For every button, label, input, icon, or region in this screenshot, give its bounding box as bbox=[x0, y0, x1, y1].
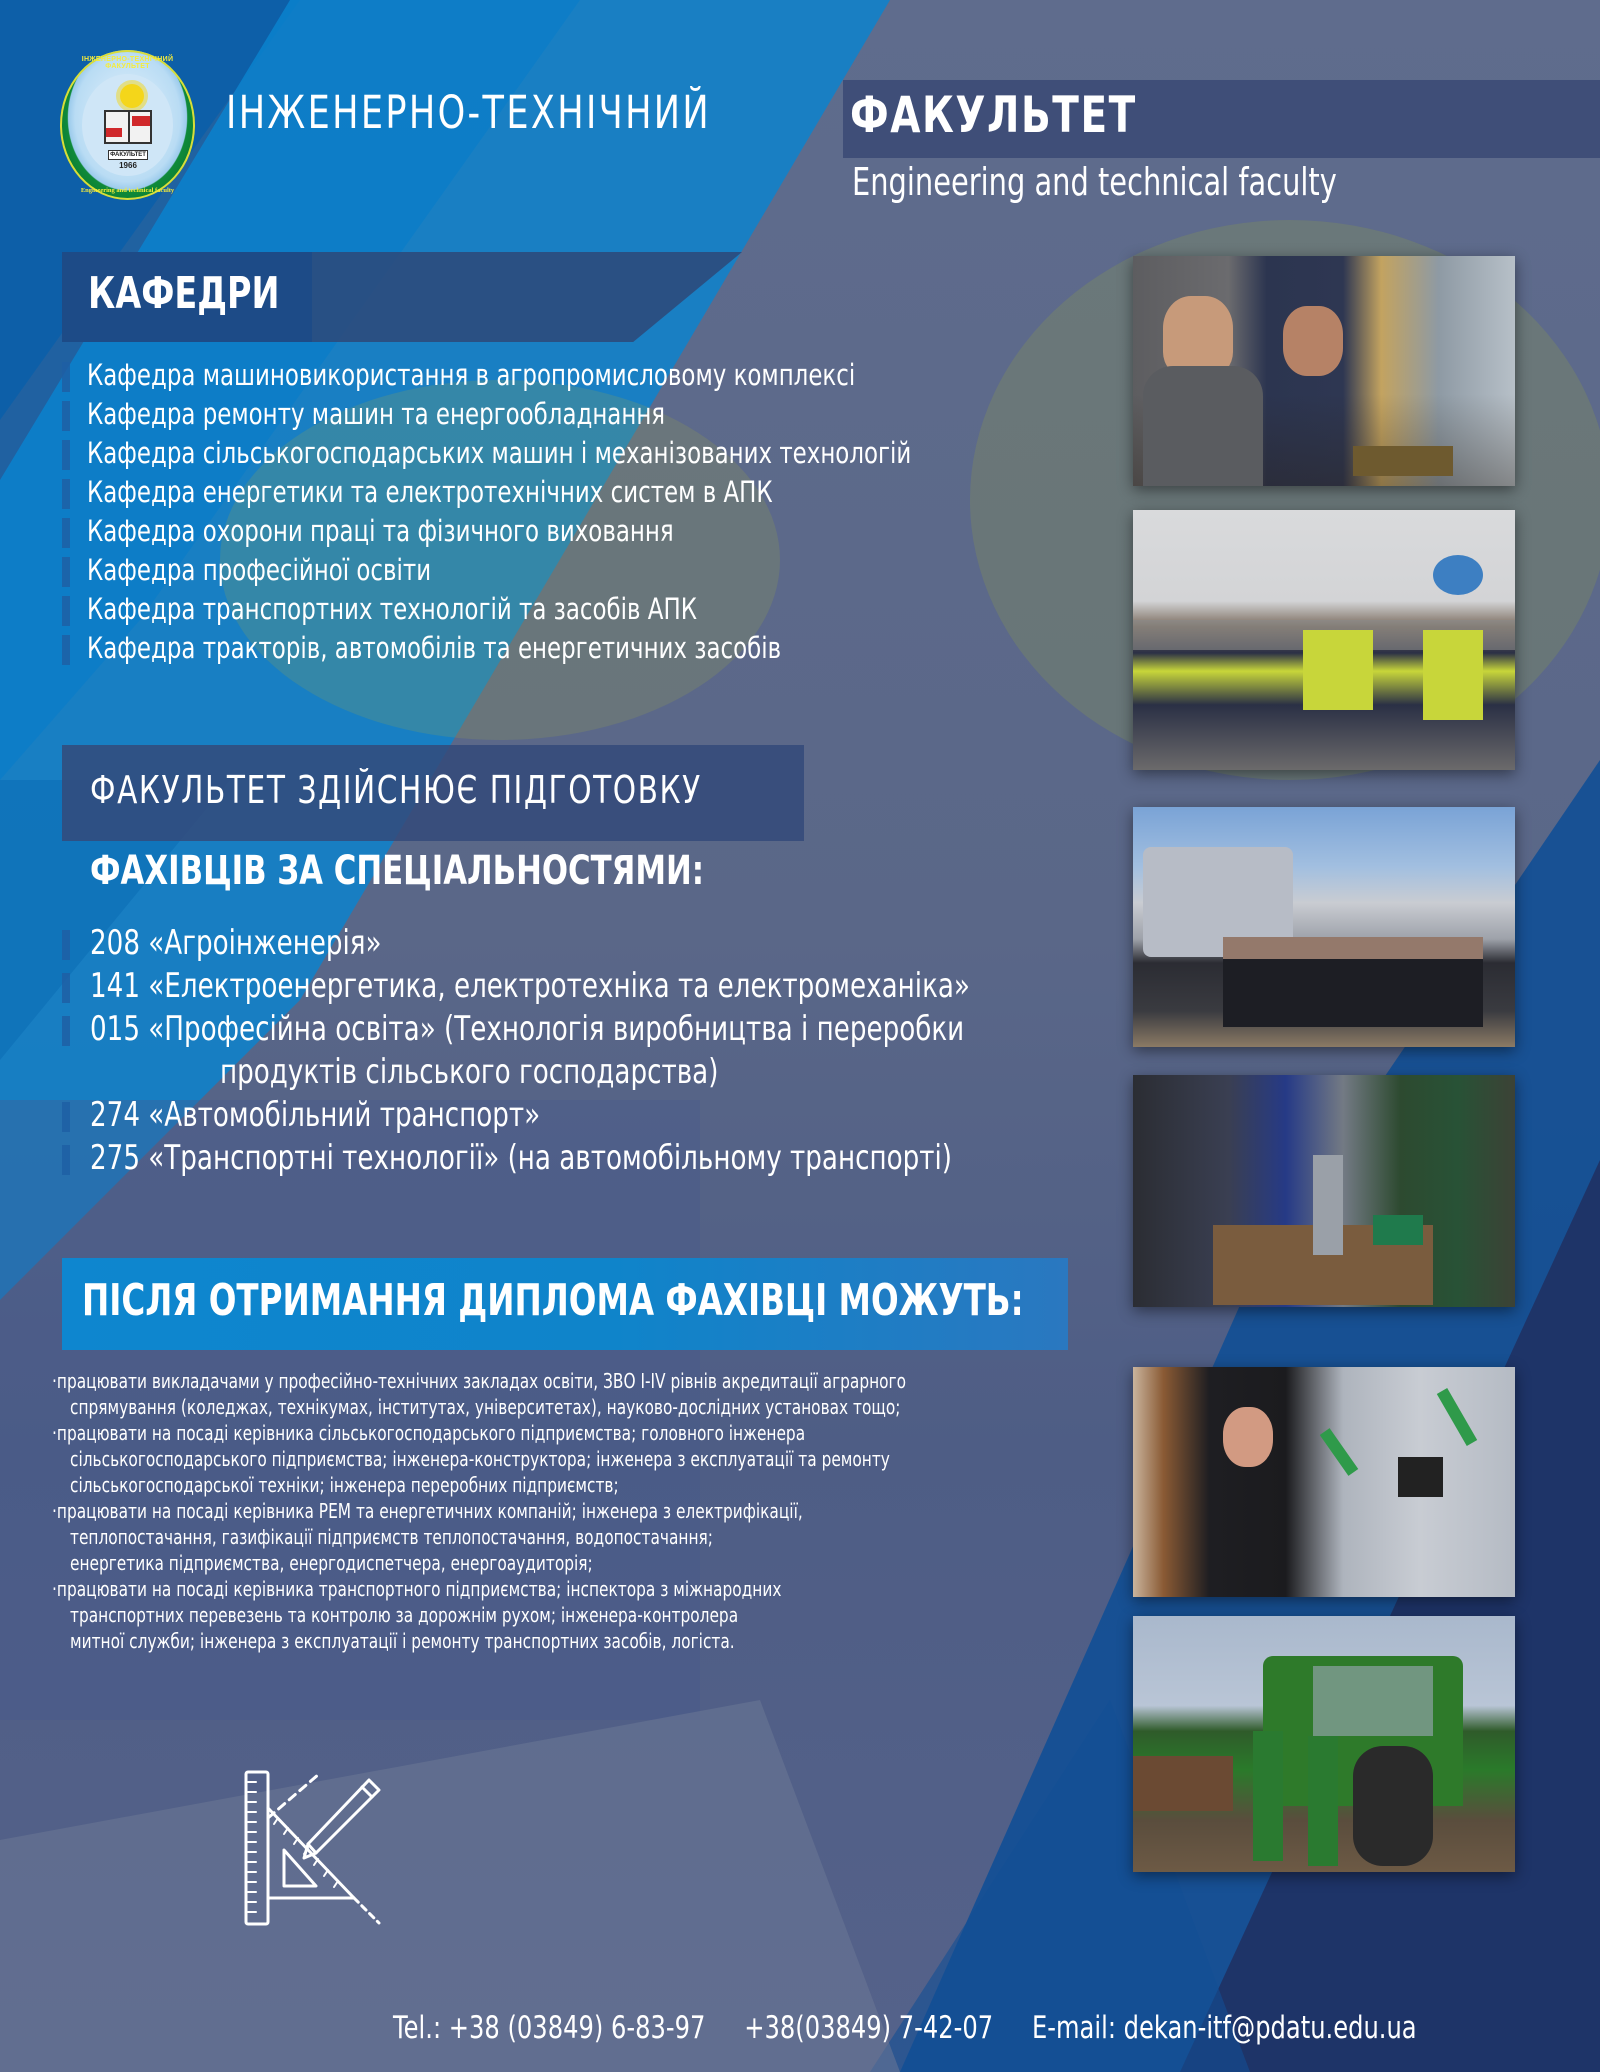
bullet-bar-icon bbox=[62, 635, 70, 665]
career-line: ·працювати викладачами у професійно-технічних закладах освіти, ЗВО І-ІV рівнів акредитації аграрного bbox=[52, 1369, 907, 1393]
bullet-bar-icon bbox=[62, 1145, 70, 1175]
bullet-bar-icon bbox=[62, 362, 70, 392]
department-item: Кафедра охорони праці та фізичного виховання bbox=[62, 512, 1130, 551]
specialty-item: 274 «Автомобільний транспорт» bbox=[62, 1094, 1233, 1137]
contact-footer bbox=[393, 2010, 1448, 2046]
bullet-bar-icon bbox=[62, 518, 70, 548]
title-ua: ІНЖЕНЕРНО-ТЕХНІЧНИЙ bbox=[226, 86, 712, 139]
photo-students-electronics-lab bbox=[1133, 256, 1515, 486]
photo-workshop-gearbox bbox=[1133, 1075, 1515, 1307]
department-item: Кафедра машиновикористання в агропромисловому комплексі bbox=[62, 356, 1130, 395]
department-item: Кафедра сільськогосподарських машин і механізованих технологій bbox=[62, 434, 1130, 473]
photo-tractor-field bbox=[1133, 1616, 1515, 1872]
bullet-bar-icon bbox=[62, 401, 70, 431]
title-faculty: ФАКУЛЬТЕТ bbox=[850, 86, 1137, 144]
specialties-heading-line2: ФАХІВЦІВ ЗА СПЕЦІАЛЬНОСТЯМИ: bbox=[90, 848, 705, 894]
specialty-item: 141 «Електроенергетика, електротехніка та електромеханіка» bbox=[62, 965, 1233, 1008]
career-line: сільськогосподарської техніки; інженера переробних підприємств; bbox=[70, 1473, 619, 1497]
logo-band-text: ФАКУЛЬТЕТ bbox=[108, 150, 148, 160]
drafting-tools-icon bbox=[244, 1768, 384, 1928]
logo-ring-bottom-text: Engineering and technical faculty bbox=[80, 187, 175, 194]
sun-icon bbox=[120, 84, 144, 108]
departments-heading: КАФЕДРИ bbox=[88, 268, 280, 319]
title-en: Engineering and technical faculty bbox=[852, 160, 1337, 204]
career-line: спрямування (коледжах, технікумах, інститутах, університетах), науково-дослідних установах тощо; bbox=[70, 1395, 901, 1419]
specialties-list bbox=[62, 922, 1233, 1180]
department-item: Кафедра ремонту машин та енергообладнання bbox=[62, 395, 1130, 434]
truck-icon bbox=[132, 116, 150, 126]
phone-2[interactable]: +38(03849) 7-42-07 bbox=[744, 2010, 994, 2046]
photo-group-at-substation bbox=[1133, 807, 1515, 1047]
career-line: енергетика підприємства, енергодиспетчера, енергоаудиторія; bbox=[70, 1551, 593, 1575]
career-line: ·працювати на посаді керівника РЕМ та енергетичних компаній; інженера з електрифікації, bbox=[52, 1499, 803, 1523]
career-line: теплопостачання, газифікації підприємств теплопостачання, водопостачання; bbox=[70, 1525, 713, 1549]
bullet-bar-icon bbox=[62, 1102, 70, 1132]
specialty-item-continuation: продуктів сільського господарства) bbox=[220, 1052, 719, 1092]
career-line: ·працювати на посаді керівника сільськогосподарського підприємства; головного інженера bbox=[52, 1421, 806, 1445]
specialties-heading-line1: ФАКУЛЬТЕТ ЗДІЙСНЮЄ ПІДГОТОВКУ bbox=[90, 768, 702, 812]
department-item: Кафедра енергетики та електротехнічних систем в АПК bbox=[62, 473, 1130, 512]
email-link[interactable]: E-mail: dekan-itf@pdatu.edu.ua bbox=[1032, 2010, 1417, 2046]
department-item: Кафедра транспортних технологій та засобів АПК bbox=[62, 590, 1130, 629]
department-item: Кафедра професійної освіти bbox=[62, 551, 1130, 590]
specialty-item: 275 «Транспортні технології» (на автомобільному транспорті) bbox=[62, 1137, 1233, 1180]
combine-icon bbox=[106, 128, 122, 137]
specialty-item: 208 «Агроінженерія» bbox=[62, 922, 1233, 965]
departments-list bbox=[62, 356, 1130, 668]
bullet-bar-icon bbox=[62, 440, 70, 470]
bullet-bar-icon bbox=[62, 1016, 70, 1046]
career-line: сільськогосподарського підприємства; інженера-конструктора; інженера з експлуатації та ремонту bbox=[70, 1447, 890, 1471]
specialty-item: 015 «Професійна освіта» (Технологія виробництва і переробки bbox=[62, 1008, 1233, 1051]
career-line: митної служби; інженера з експлуатації і ремонту транспортних засобів, логіста. bbox=[70, 1629, 735, 1653]
photo-students-traffic-police bbox=[1133, 510, 1515, 770]
bullet-bar-icon bbox=[62, 930, 70, 960]
bullet-bar-icon bbox=[62, 973, 70, 1003]
bullet-bar-icon bbox=[62, 596, 70, 626]
bullet-bar-icon bbox=[62, 557, 70, 587]
bullet-bar-icon bbox=[62, 479, 70, 509]
phone-1[interactable]: Tel.: +38 (03849) 6-83-97 bbox=[393, 2010, 706, 2046]
career-line: транспортних перевезень та контролю за дорожнім рухом; інженера-контролера bbox=[70, 1603, 739, 1627]
career-line: ·працювати на посаді керівника транспортного підприємства; інспектора з міжнародних bbox=[52, 1577, 782, 1601]
photo-switchgear-panel bbox=[1133, 1367, 1515, 1597]
careers-heading: ПІСЛЯ ОТРИМАННЯ ДИПЛОМА ФАХІВЦІ МОЖУТЬ: bbox=[82, 1275, 1024, 1326]
careers-list bbox=[52, 1368, 1191, 1654]
department-item: Кафедра тракторів, автомобілів та енергетичних засобів bbox=[62, 629, 1130, 668]
faculty-logo bbox=[60, 50, 195, 200]
logo-year: 1966 bbox=[119, 161, 137, 170]
logo-ring-top-text: ІНЖЕНЕРНО-ТЕХНІЧНИЙ ФАКУЛЬТЕТ bbox=[81, 56, 174, 70]
